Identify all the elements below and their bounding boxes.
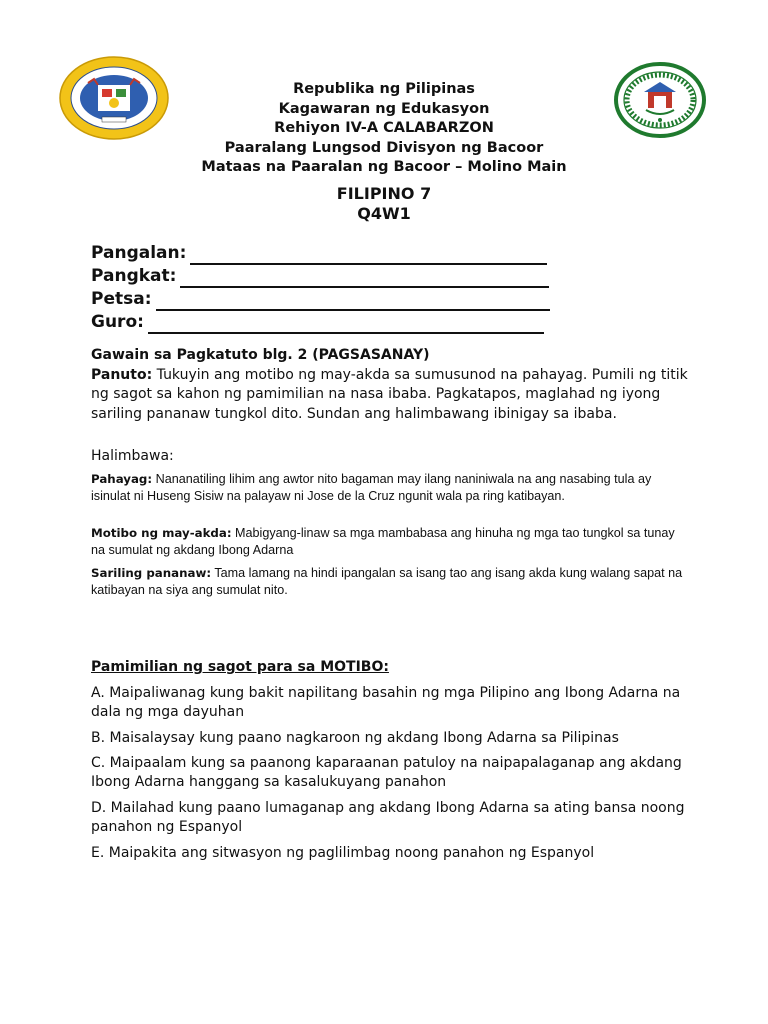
header-school: Mataas na Paaralan ng Bacoor – Molino Main	[201, 159, 567, 175]
section-line[interactable]	[180, 268, 549, 288]
pahayag-label: Pahayag:	[91, 472, 153, 486]
teacher-field[interactable]	[91, 311, 550, 334]
section-field[interactable]	[91, 265, 550, 288]
pananaw-label: Sariling pananaw:	[91, 566, 212, 580]
choice-d: D. Mailahad kung paano lumaganap ang akdang Ibong Adarna sa ating bansa noong panahon ng Espanyol	[91, 800, 685, 835]
instructions-text: Tukuyin ang motibo ng may-akda sa sumusunod na pahayag. Pumili ng titik ng sagot sa kahon ng pamimilian na nasa ibaba. Pagkatapos, maglahad ng iyong sariling pananaw tungkol dito. Sundan ang halimbawang ibinigay sa ibaba.	[91, 366, 688, 422]
activity-instructions	[91, 346, 691, 424]
example-pahayag	[91, 471, 691, 504]
teacher-label: Guro:	[91, 312, 144, 332]
header-division: Paaralang Lungsod Divisyon ng Bacoor	[224, 139, 544, 156]
name-field[interactable]	[91, 242, 550, 265]
header	[0, 80, 768, 178]
choice-b: B. Maisalaysay kung paano nagkaroon ng akdang Ibong Adarna sa Pilipinas	[91, 730, 619, 746]
quarter-week: Q4W1	[357, 204, 411, 223]
name-line[interactable]	[190, 245, 547, 265]
instructions-paragraph	[91, 366, 691, 425]
header-republic: Republika ng Pilipinas	[293, 81, 475, 97]
date-label: Petsa:	[91, 289, 152, 309]
header-department: Kagawaran ng Edukasyon	[278, 100, 490, 117]
pananaw-text: Tama lamang na hindi ipangalan sa isang tao ang isang akda kung walang sapat na katibayan na siya ang sumulat nito.	[91, 566, 683, 597]
date-field[interactable]	[91, 288, 550, 311]
motibo-text: Mabigyang-linaw sa mga mambabasa ang hinuha ng mga tao tungkol sa tunay na sumulat ng akdang Ibong Adarna	[91, 526, 675, 557]
example-pananaw	[91, 565, 691, 598]
pahayag-text: Nananatiling lihim ang awtor nito bagaman may ilang naniniwala na ang nasabing tula ay isinulat ni Huseng Sisiw na palayaw ni Jose de la Cruz ngunit wala pa ring katibayan.	[91, 472, 652, 503]
choice-e: E. Maipakita ang sitwasyon ng paglilimbag noong panahon ng Espanyol	[91, 845, 595, 861]
motibo-label: Motibo ng may-akda:	[91, 526, 232, 540]
header-region: Rehiyon IV-A CALABARZON	[274, 120, 494, 136]
section-label: Pangkat:	[91, 266, 177, 286]
choice-a: A. Maipaliwanag kung bakit napilitang basahin ng mga Pilipino ang Ibong Adarna na dala ng mga dayuhan	[91, 685, 681, 720]
instructions-label: Panuto:	[91, 366, 153, 383]
subject-title: FILIPINO 7	[336, 184, 432, 203]
worksheet-title	[0, 184, 768, 224]
choices-heading: Pamimilian ng sagot para sa MOTIBO:	[91, 659, 389, 675]
name-label: Pangalan:	[91, 243, 187, 263]
teacher-line[interactable]	[148, 314, 544, 334]
example-motibo	[91, 525, 691, 558]
activity-heading: Gawain sa Pagkatuto blg. 2 (PAGSASANAY)	[91, 347, 430, 363]
choice-c: C. Maipaalam kung sa paanong kaparaanan patuloy na naipapalaganap ang akdang Ibong Adarna hanggang sa kasalukuyang panahon	[91, 755, 682, 790]
date-line[interactable]	[156, 291, 550, 311]
student-info-fields	[91, 242, 550, 334]
example-label: Halimbawa:	[91, 448, 174, 464]
